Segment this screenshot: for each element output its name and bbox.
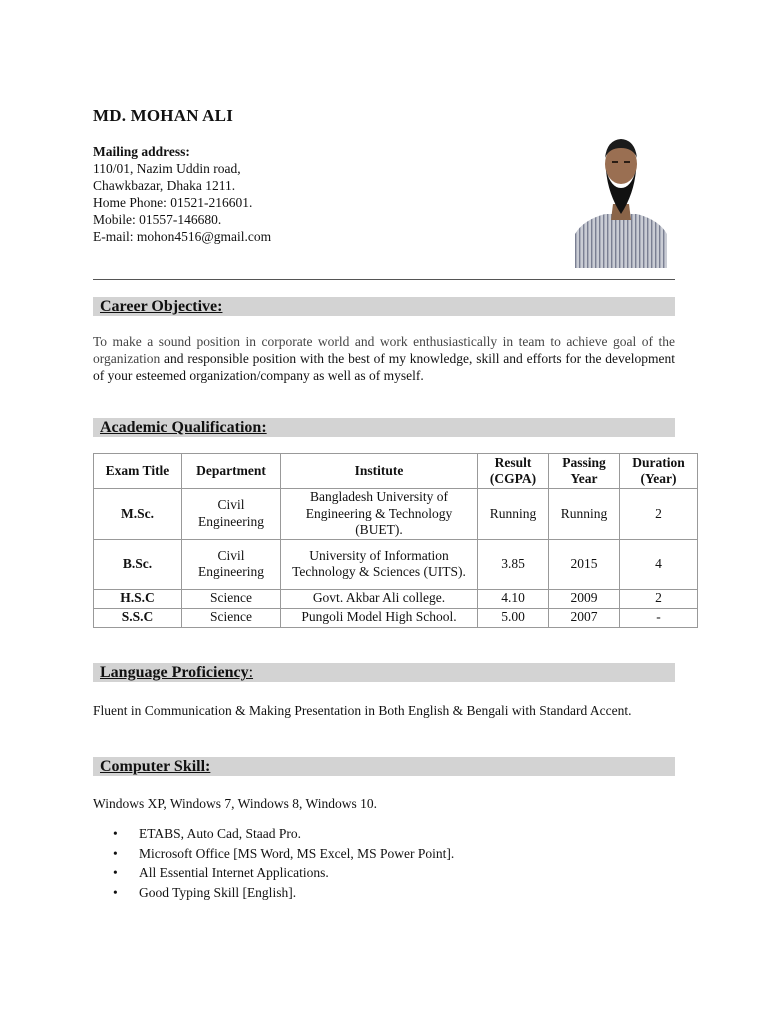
table-cell: Running (478, 489, 549, 540)
table-cell: 2 (620, 489, 698, 540)
table-cell: Civil Engineering (182, 489, 281, 540)
skill-text: Good Typing Skill [English]. (139, 885, 297, 901)
academic-heading (93, 418, 675, 437)
skill-text: All Essential Internet Applications. (139, 865, 329, 881)
table-row (94, 608, 698, 627)
address-line-2: Chawkbazar, Dhaka 1211. (93, 178, 236, 193)
list-item (93, 883, 454, 903)
academic-table (93, 453, 698, 628)
table-cell: H.S.C (94, 589, 182, 608)
career-objective-title: Career Objective: (100, 298, 223, 315)
table-cell: 3.85 (478, 539, 549, 589)
language-heading (93, 663, 675, 682)
candidate-name: MD. MOHAN ALI (93, 106, 234, 125)
home-phone: Home Phone: 01521-216601. (93, 195, 253, 210)
skill-text: Microsoft Office [MS Word, MS Excel, MS Power Point]. (139, 845, 455, 861)
column-header: Result (CGPA) (478, 454, 549, 489)
list-item (93, 863, 454, 883)
mailing-label: Mailing address: (93, 144, 190, 159)
skill-text: ETABS, Auto Cad, Staad Pro. (139, 826, 302, 841)
table-cell: Bangladesh University of Engineering & Technology (BUET). (281, 489, 478, 540)
language-text: Fluent in Communication & Making Presentation in Both English & Bengali with Standard Accent. (93, 703, 632, 718)
computer-skill-heading (93, 757, 675, 776)
table-cell: University of Information Technology & Sciences (UITS). (281, 539, 478, 589)
list-item (93, 824, 454, 844)
table-cell: B.Sc. (94, 539, 182, 589)
table-cell: 2 (620, 589, 698, 608)
list-item (93, 844, 454, 864)
language-title: Language Proficiency (100, 664, 249, 681)
table-cell: Govt. Akbar Ali college. (281, 589, 478, 608)
skills-list (93, 824, 454, 903)
career-text-part-2: and responsible position with the best of my knowledge, skill and efforts for the development of your esteemed organization/company as well as of myself. (93, 351, 675, 383)
table-cell: Civil Engineering (182, 539, 281, 589)
table-cell: Running (549, 489, 620, 540)
profile-photo (575, 130, 667, 268)
table-cell: 2015 (549, 539, 620, 589)
table-cell: - (620, 608, 698, 627)
table-cell: Science (182, 589, 281, 608)
address-line-1: 110/01, Nazim Uddin road, (93, 161, 241, 176)
language-title-colon: : (248, 664, 254, 681)
column-header: Institute (281, 454, 478, 489)
table-row (94, 489, 698, 540)
bullet-icon: • (113, 885, 118, 901)
table-cell: 2009 (549, 589, 620, 608)
computer-os-text: Windows XP, Windows 7, Windows 8, Windows 10. (93, 796, 377, 811)
career-objective-text (93, 333, 675, 384)
email-address: E-mail: mohon4516@gmail.com (93, 229, 272, 244)
column-header: Passing Year (549, 454, 620, 489)
column-header: Duration (Year) (620, 454, 698, 489)
table-cell: 4 (620, 539, 698, 589)
mobile-phone: Mobile: 01557-146680. (93, 212, 222, 227)
table-header-row (94, 454, 698, 489)
table-cell: 4.10 (478, 589, 549, 608)
career-text-part-1: To make a sound position in corporate world and work enthusiastically in team to achieve goal of the organization (93, 334, 675, 366)
column-header: Department (182, 454, 281, 489)
bullet-icon: • (113, 845, 118, 861)
bullet-icon: • (113, 826, 118, 841)
table-cell: 2007 (549, 608, 620, 627)
career-objective-heading (93, 297, 675, 316)
contact-block (93, 143, 271, 245)
computer-skill-title: Computer Skill: (100, 758, 211, 775)
table-row (94, 539, 698, 589)
table-cell: Science (182, 608, 281, 627)
header-divider (93, 279, 675, 280)
bullet-icon: • (113, 865, 118, 881)
table-cell: 5.00 (478, 608, 549, 627)
table-cell: S.S.C (94, 608, 182, 627)
academic-title: Academic Qualification: (100, 419, 267, 436)
table-cell: Pungoli Model High School. (281, 608, 478, 627)
table-row (94, 589, 698, 608)
table-cell: M.Sc. (94, 489, 182, 540)
column-header: Exam Title (94, 454, 182, 489)
